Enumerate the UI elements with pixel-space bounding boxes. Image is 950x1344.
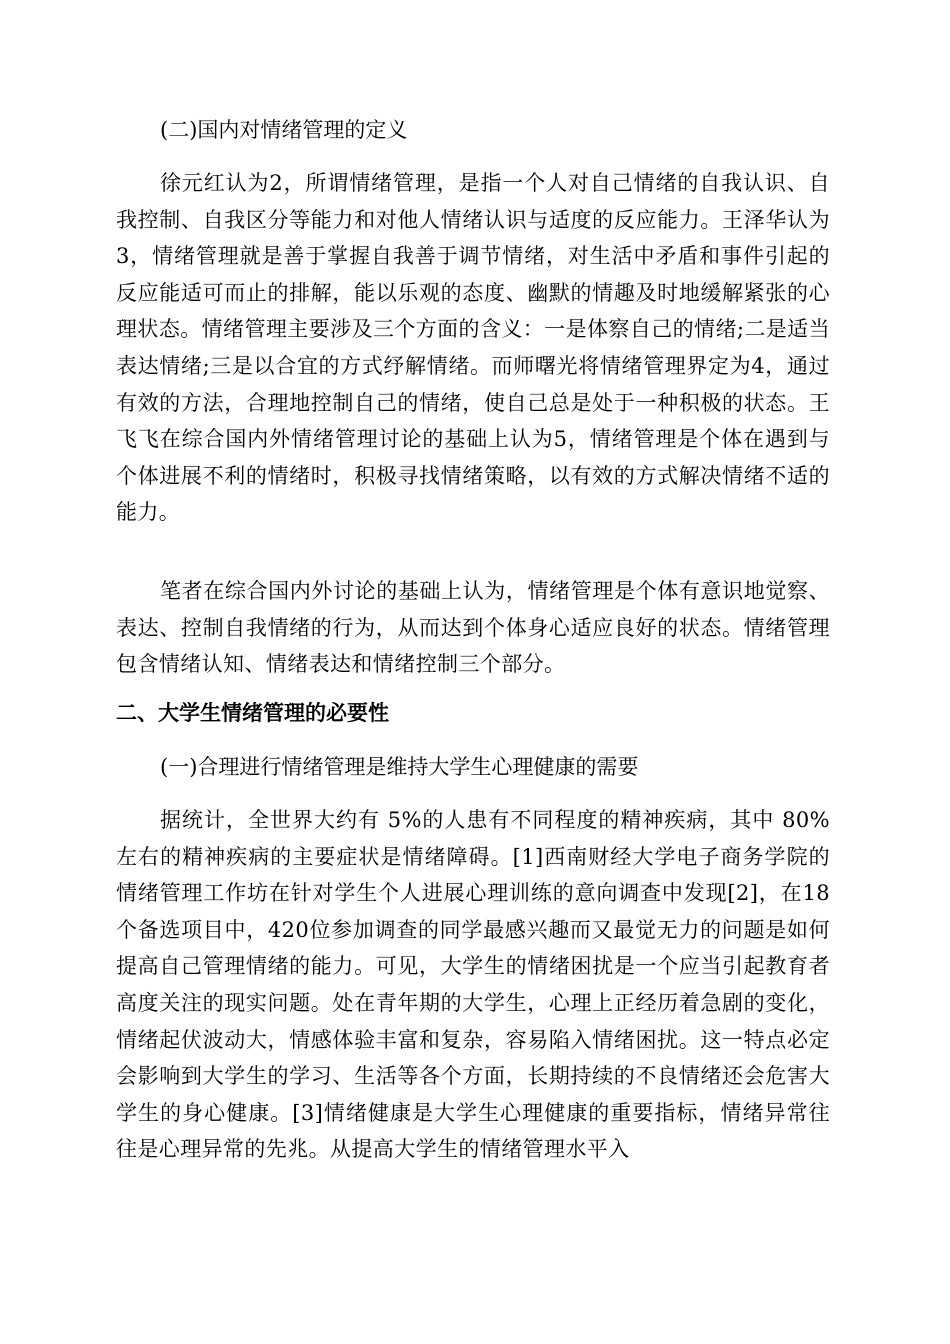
section-subheading: (二)国内对情绪管理的定义 <box>160 118 408 142</box>
paragraph-statistics: 据统计，全世界大约有 5%的人患有不同程度的精神疾病，其中 80%左右的精神疾病的主要症状是情绪障碍。[1]西南财经大学电子商务学院的情绪管理工作坊在针对学生个人进展心理训练的意向调查中发现[2]，在18个备选项目中，420位参加调查的同学最感兴趣而又最觉无力的问题是如何提高自己管理情绪的能力。可见，大学生的情绪困扰是一个应当引起教育者高度关注的现实问题。处在青年期的大学生，心理上正经历着急剧的变化，情绪起伏波动大，情感体验丰富和复杂，容易陷入情绪困扰。这一特点必定会影响到大学生的学习、生活等各个方面，长期持续的不良情绪还会危害大学生的身心健康。[3]情绪健康是大学生心理健康的重要指标，情绪异常往往是心理异常的先兆。从提高大学生的情绪管理水平入 <box>116 808 830 1162</box>
paragraph-definitions: 徐元红认为2，所谓情绪管理，是指一个人对自己情绪的自我认识、自我控制、自我区分等能力和对他人情绪认识与适度的反应能力。王泽华认为3，情绪管理就是善于掌握自我善于调节情绪，对生活中矛盾和事件引起的反应能适可而止的排解，能以乐观的态度、幽默的情趣及时地缓解紧张的心理状态。情绪管理主要涉及三个方面的含义：一是体察自己的情绪;二是适当表达情绪;三是以合宜的方式纾解情绪。而师曙光将情绪管理界定为4，通过有效的方法，合理地控制自己的情绪，使自己总是处于一种积极的状态。王飞飞在综合国内外情绪管理讨论的基础上认为5，情绪管理是个体在遇到与个体进展不利的情绪时，积极寻找情绪策略，以有效的方式解决情绪不适的能力。 <box>116 171 830 525</box>
section-subheading-mental-health: (一)合理进行情绪管理是维持大学生心理健康的需要 <box>160 755 639 779</box>
section-heading: 二、大学生情绪管理的必要性 <box>116 701 389 725</box>
paragraph-author-view: 笔者在综合国内外讨论的基础上认为，情绪管理是个体有意识地觉察、表达、控制自我情绪的行为，从而达到个体身心适应良好的状态。情绪管理包含情绪认知、情绪表达和情绪控制三个部分。 <box>116 579 830 677</box>
